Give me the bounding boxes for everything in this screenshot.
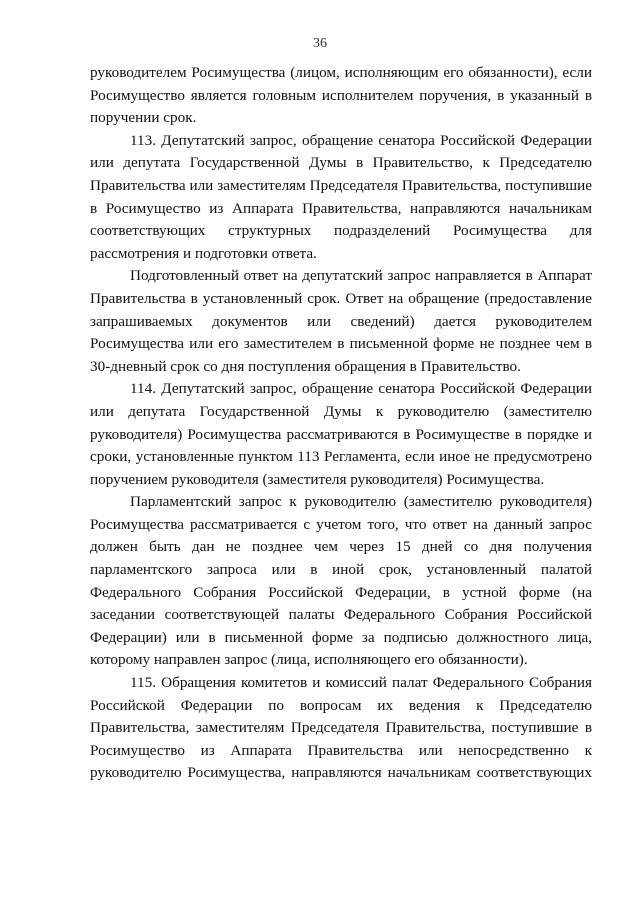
paragraph-115: 115. Обращения комитетов и комиссий палат Федерального Собрания Российской Федерации по вопросам их ведения к Председателю Правительства, заместителям Председателя Правительства, поступившие в Росимущество из Аппарата Правительства или непосредственно к руководителю Росимущества, направляются начальникам соответствующих — [90, 674, 592, 782]
page-number: 36 — [313, 36, 327, 51]
paragraph-continuation: руководителем Росимущества (лицом, исполняющим его обязанности), если Росимущество является головным исполнителем поручения, в указанный в поручении срок. — [90, 64, 592, 127]
paragraph-114-parliamentary-request: Парламентский запрос к руководителю (заместителю руководителя) Росимущества рассматривается с учетом того, что ответ на данный запрос должен быть дан не позднее чем через 15 дней со дня получения парламентского запроса или в иной срок, установленный палатой Федерального Собрания Российской Федерации, в устной форме (на заседании соответствующей палаты Федерального Собрания Российской Федерации) или в письменной форме за подписью должностного лица, которому направлен запрос (лица, исполняющего его обязанности). — [90, 493, 592, 669]
paragraph-113-response: Подготовленный ответ на депутатский запрос направляется в Аппарат Правительства в установленный срок. Ответ на обращение (предоставление запрашиваемых документов или сведений) дается руководителем Росимущества или его заместителем в письменной форме не позднее чем в 30-дневный срок со дня поступления обращения в Правительство. — [90, 267, 592, 375]
document-body — [90, 62, 592, 785]
paragraph-114: 114. Депутатский запрос, обращение сенатора Российской Федерации или депутата Государственной Думы к руководителю (заместителю руководителя) Росимущества рассматриваются в Росимуществе в порядке и сроки, установленные пунктом 113 Регламента, если иное не предусмотрено поручением руководителя (заместителя руководителя) Росимущества. — [90, 380, 592, 488]
paragraph-113: 113. Депутатский запрос, обращение сенатора Российской Федерации или депутата Государственной Думы в Правительство, к Председателю Правительства или заместителям Председателя Правительства, поступившие в Росимущество из Аппарата Правительства, направляются начальникам соответствующих структурных подразделений Росимущества для рассмотрения и подготовки ответа. — [90, 131, 592, 262]
